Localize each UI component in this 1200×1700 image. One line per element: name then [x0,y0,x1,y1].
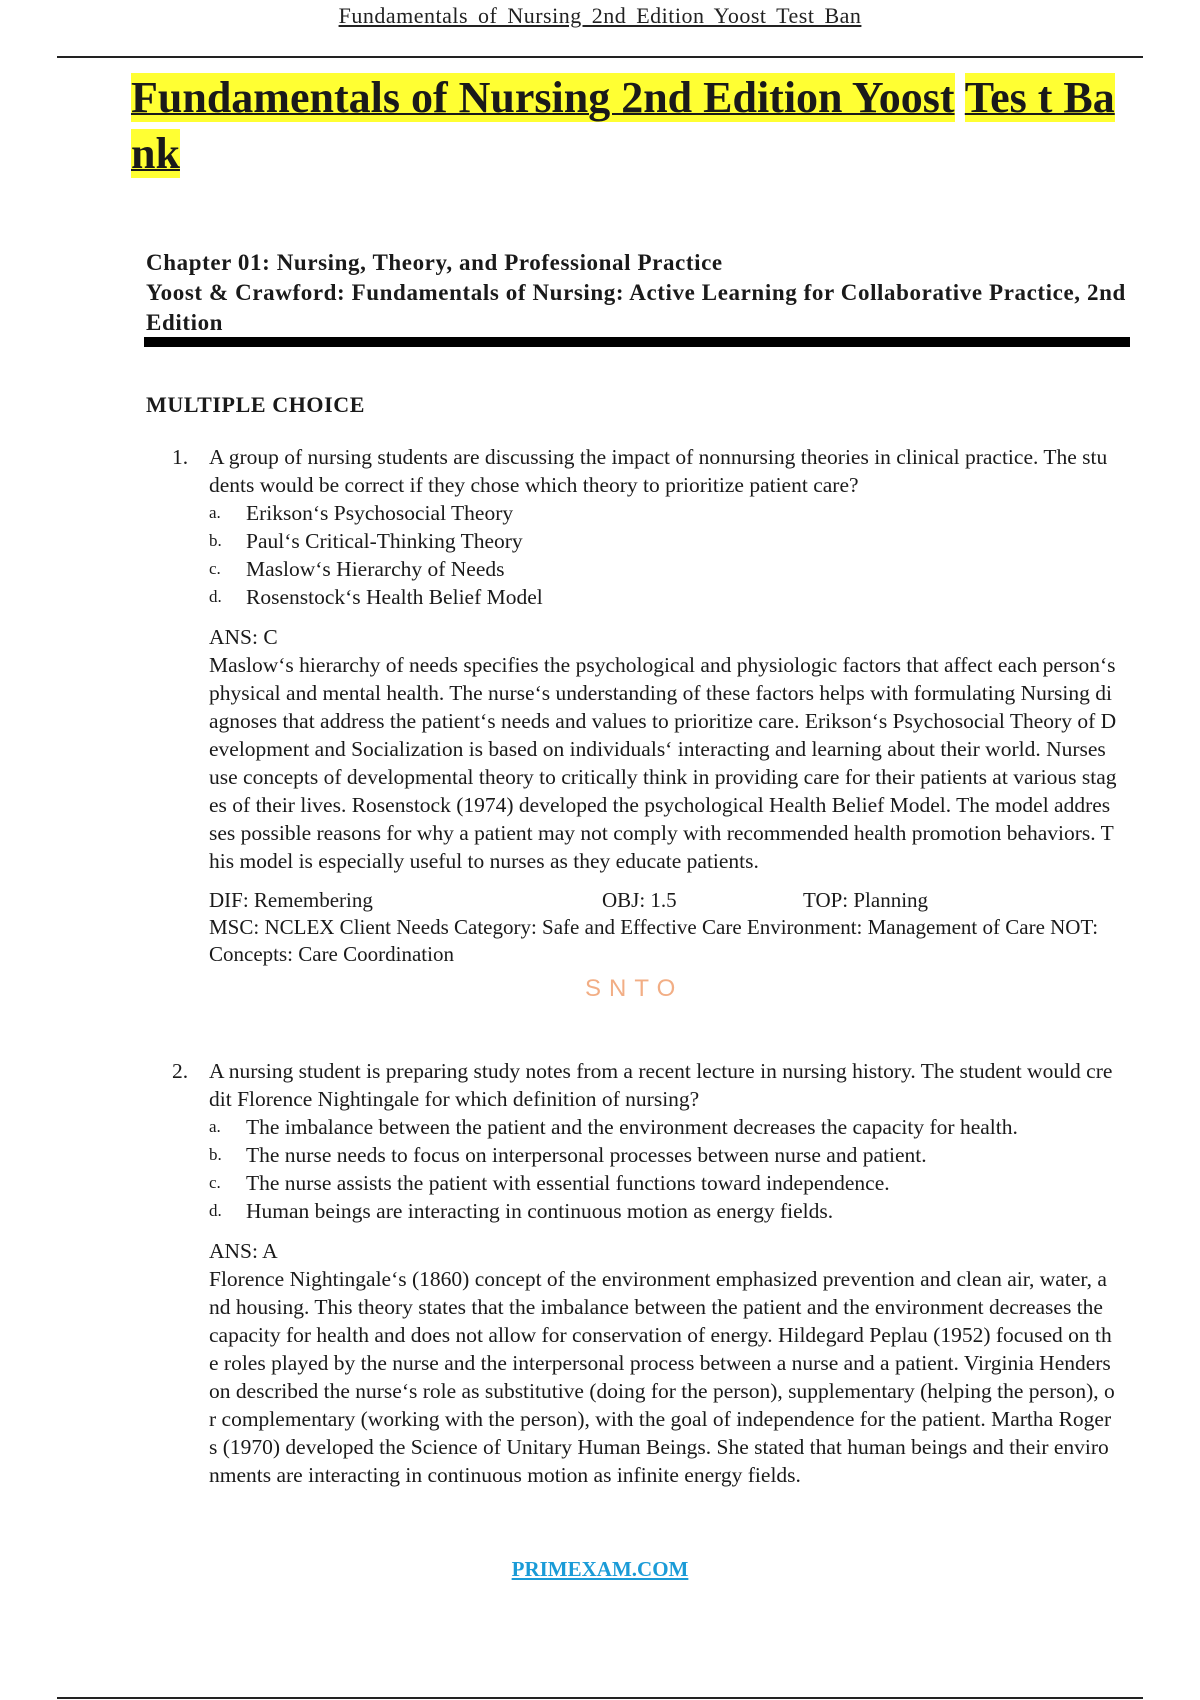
document-title [131,70,1121,182]
option-c: c. Maslow‘s Hierarchy of Needs [209,557,505,581]
answer-key: ANS: A [209,1239,278,1263]
question-stem: A nursing student is preparing study notes from a recent lecture in nursing history. The student would credit Florence Nightingale for which definition of nursing? [209,1059,1113,1111]
option-b: b. Paul‘s Critical-Thinking Theory [209,529,523,553]
difficulty: DIF: Remembering [209,888,373,912]
question-stem: A group of nursing students are discussing the impact of nonnursing theories in clinical practice. The students would be correct if they chose which theory to prioritize patient care? [209,445,1108,497]
section-heading: MULTIPLE CHOICE [146,392,366,417]
rationale: Maslow‘s hierarchy of needs specifies the psychological and physiologic factors that affect each person‘s physical and mental health. The nurse‘s understanding of these factors helps with formulating Nursing diagnoses that address the patient‘s needs and values to prioritize care. Erikson‘s Psychosocial Theory of Development and Socialization is based on individuals‘ interacting and learning about their world. Nurses use concepts of developmental theory to critically think in providing care for their patients at various stages of their lives. Rosenstock (1974) developed the psychological Health Belief Model. The model addresses possible reasons for why a patient may not comply with recommended health promotion behaviors. This model is especially useful to nurses as they educate patients. [209,653,1117,873]
option-c: c. The nurse assists the patient with essential functions toward independence. [209,1171,890,1195]
option-d: d. Rosenstock‘s Health Belief Model [209,585,543,609]
header-divider [57,56,1143,58]
topic: TOP: Planning [803,888,929,912]
answer-options [209,1113,1117,1225]
option-a: a. Erikson‘s Psychosocial Theory [209,501,514,525]
objective: OBJ: 1.5 [602,888,677,912]
option-a: a. The imbalance between the patient and the environment decreases the capacity for health. [209,1115,1018,1139]
footer-site-link[interactable]: PRIMEXAM.COM [511,1557,689,1581]
title-tail-highlight: Tes t Bank [131,73,1115,178]
question-2 [172,1057,1117,1489]
chapter-info [146,248,1126,338]
footer-divider [57,1697,1143,1699]
page-footer [0,1557,1200,1582]
title-main-highlight: Fundamentals of Nursing 2nd Edition Yoost [131,73,955,122]
answer-key: ANS: C [209,625,278,649]
chapter-title: Chapter 01: Nursing, Theory, and Professional Practice [146,250,723,275]
option-d: d. Human beings are interacting in continuous motion as energy fields. [209,1199,834,1223]
question-number: 1. [172,445,189,469]
option-b: b. The nurse needs to focus on interpersonal processes between nurse and patient. [209,1143,927,1167]
header-title-link[interactable]: Fundamentals of Nursing 2nd Edition Yoost Test Ban [338,3,862,28]
answer-options [209,499,1117,611]
question-number: 2. [172,1059,189,1083]
chapter-divider [144,337,1130,347]
page-header [0,0,1200,32]
rationale: Florence Nightingale‘s (1860) concept of the environment emphasized prevention and clean air, water, and housing. This theory states that the imbalance between the patient and the environment decreases the capacity for health and does not allow for conservation of energy. Hildegard Peplau (1952) focused on the roles played by the nurse and the interpersonal process between a nurse and a patient. Virginia Henderson described the nurse‘s role as substitutive (doing for the person), supplementary (helping the person), or complementary (working with the person), with the goal of independence for the patient. Martha Rogers (1970) developed the Science of Unitary Human Beings. She stated that human beings and their environments are interacting in continuous motion as infinite energy fields. [209,1267,1115,1487]
question-metadata [209,887,1117,968]
book-title: Yoost & Crawford: Fundamentals of Nursing: Active Learning for Collaborative Practice, 2nd Edition [146,280,1126,335]
watermark: SNTO [585,975,684,1002]
msc-category: MSC: NCLEX Client Needs Category: Safe and Effective Care Environment: Management of Care NOT: Concepts: Care Coordination [209,915,1099,966]
question-1 [172,443,1117,968]
